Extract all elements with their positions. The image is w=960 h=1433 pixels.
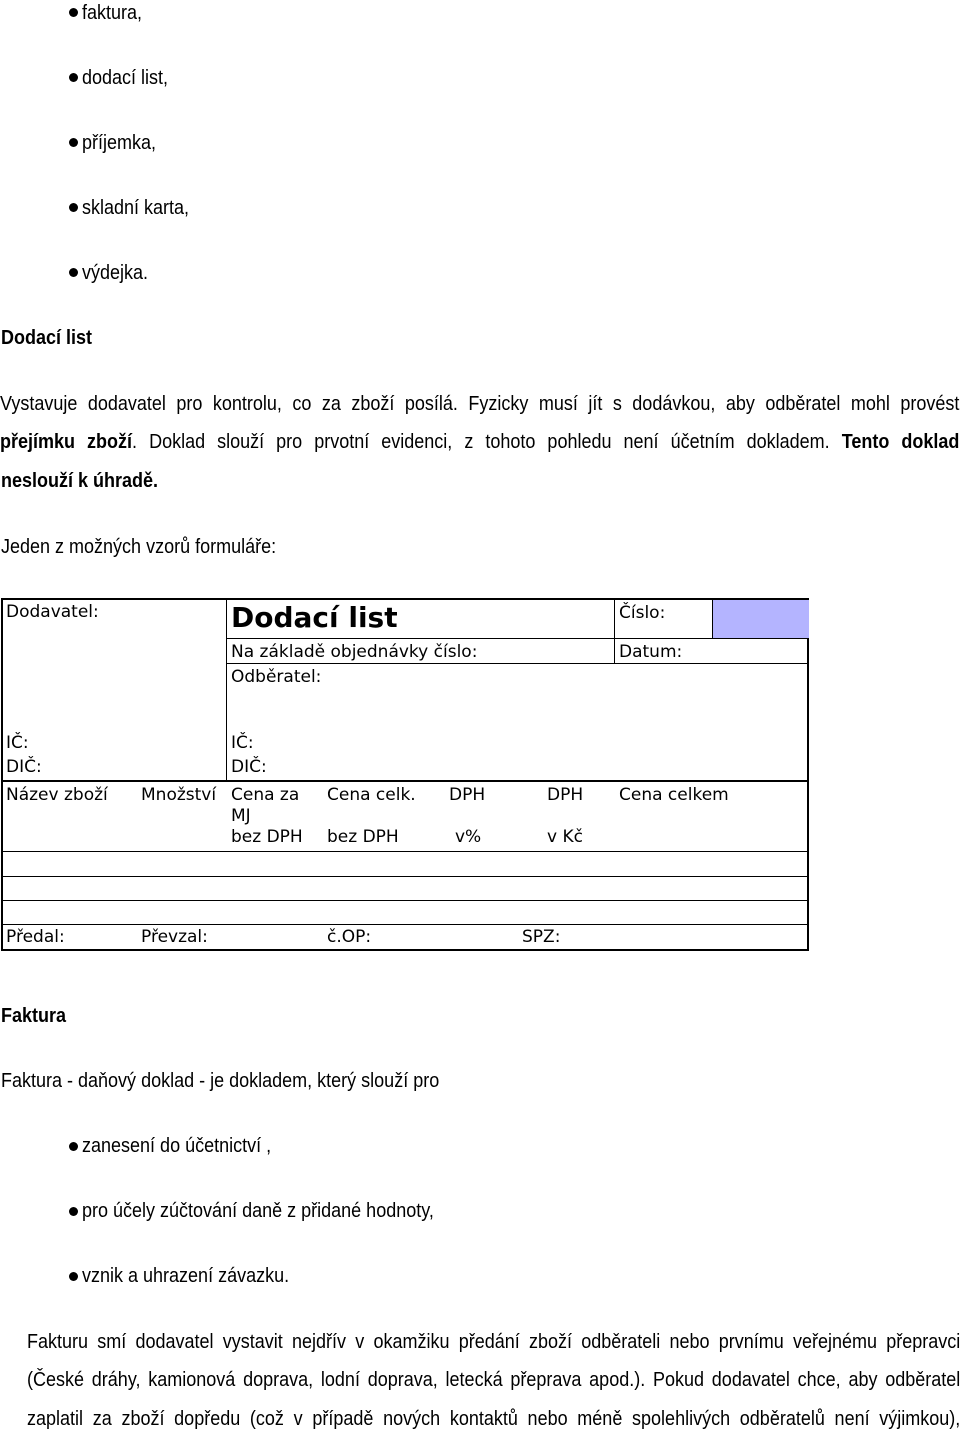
- received-label: Převzal:: [141, 927, 208, 947]
- col-header-vat: DPH: [547, 785, 584, 805]
- bold-text: přejímku zboží: [0, 431, 133, 453]
- order-number-label: Na základě objednávky číslo:: [231, 642, 478, 662]
- bullet-icon: [69, 268, 78, 277]
- customer-ic-label: IČ:: [231, 733, 254, 753]
- col-header-vat-czk: v Kč: [547, 827, 583, 847]
- list-item: vznik a uhrazení závazku.: [82, 1265, 290, 1287]
- col-header-vat-percent: v%: [455, 827, 482, 847]
- divider: [614, 600, 615, 664]
- form-intro: Jeden z možných vzorů formuláře:: [1, 536, 277, 558]
- list-item: zanesení do účetnictví ,: [82, 1135, 272, 1157]
- col-header-quantity: Množství: [141, 785, 217, 805]
- bullet-icon: [69, 1207, 78, 1216]
- bullet-icon: [69, 1272, 78, 1281]
- bullet-icon: [69, 203, 78, 212]
- number-label: Číslo:: [619, 603, 666, 623]
- delivery-note-form: [1, 598, 809, 951]
- col-header-unit-price: Cena za: [231, 785, 300, 805]
- paragraph-text: . Doklad slouží pro prvotní evidenci, z tohoto pohledu není účetním dokladem.: [132, 431, 830, 453]
- col-header-vat: DPH: [449, 785, 486, 805]
- list-item: pro účely zúčtování daně z přidané hodnoty,: [82, 1200, 434, 1222]
- bullet-icon: [69, 138, 78, 147]
- divider: [3, 876, 808, 877]
- list-item: skladní karta,: [82, 197, 190, 219]
- supplier-ic-label: IČ:: [6, 733, 29, 753]
- col-header-unit: MJ: [231, 806, 251, 826]
- col-header-name: Název zboží: [6, 785, 108, 805]
- divider: [226, 638, 807, 639]
- id-card-label: č.OP:: [327, 927, 372, 947]
- supplier-label: Dodavatel:: [6, 602, 99, 622]
- divider: [3, 924, 808, 925]
- paragraph-line: (České dráhy, kamionová doprava, lodní doprava, letecká přeprava apod.). Pokud dodavatel chce, aby odběratel: [27, 1369, 960, 1391]
- col-header-excl-vat: bez DPH: [327, 827, 399, 847]
- col-header-total-price: Cena celk.: [327, 785, 416, 805]
- paragraph-line: neslouží k úhradě.: [1, 470, 159, 492]
- divider: [226, 600, 227, 780]
- paragraph-line: zaplatil za zboží dopředu (což v případě nových kontaktů nebo méně spolehlivých odběratelů není výjimkou),: [27, 1408, 960, 1430]
- paragraph-line: [0, 430, 959, 454]
- section-heading-faktura: Faktura: [1, 1005, 67, 1027]
- col-header-excl-vat: bez DPH: [231, 827, 303, 847]
- customer-label: Odběratel:: [231, 667, 322, 687]
- form-title: Dodací list: [231, 601, 398, 634]
- paragraph-text: Faktura - daňový doklad - je dokladem, který slouží pro: [1, 1070, 440, 1092]
- customer-dic-label: DIČ:: [231, 757, 267, 777]
- divider: [3, 900, 808, 901]
- paragraph-line: Fakturu smí dodavatel vystavit nejdřív v okamžiku předání zboží odběrateli nebo prvnímu veřejnému přepravci: [27, 1331, 960, 1353]
- list-item: dodací list,: [82, 67, 169, 89]
- col-header-grand-total: Cena celkem: [619, 785, 729, 805]
- bullet-icon: [69, 8, 78, 17]
- number-field-box: [712, 600, 809, 639]
- bold-text: Tento doklad: [841, 431, 960, 453]
- supplier-dic-label: DIČ:: [6, 757, 42, 777]
- list-item: výdejka.: [82, 262, 149, 284]
- paragraph-line: Vystavuje dodavatel pro kontrolu, co za zboží posílá. Fyzicky musí jít s dodávkou, aby odběratel mohl provést: [0, 393, 960, 415]
- list-item: příjemka,: [82, 132, 157, 154]
- bullet-icon: [69, 73, 78, 82]
- divider: [3, 851, 808, 852]
- bullet-icon: [69, 1142, 78, 1151]
- section-heading-dodaci-list: Dodací list: [1, 327, 93, 349]
- list-item: faktura,: [82, 2, 143, 24]
- license-plate-label: SPZ:: [522, 927, 561, 947]
- divider: [3, 780, 808, 782]
- handed-over-label: Předal:: [6, 927, 65, 947]
- date-label: Datum:: [619, 642, 683, 662]
- divider: [226, 663, 807, 664]
